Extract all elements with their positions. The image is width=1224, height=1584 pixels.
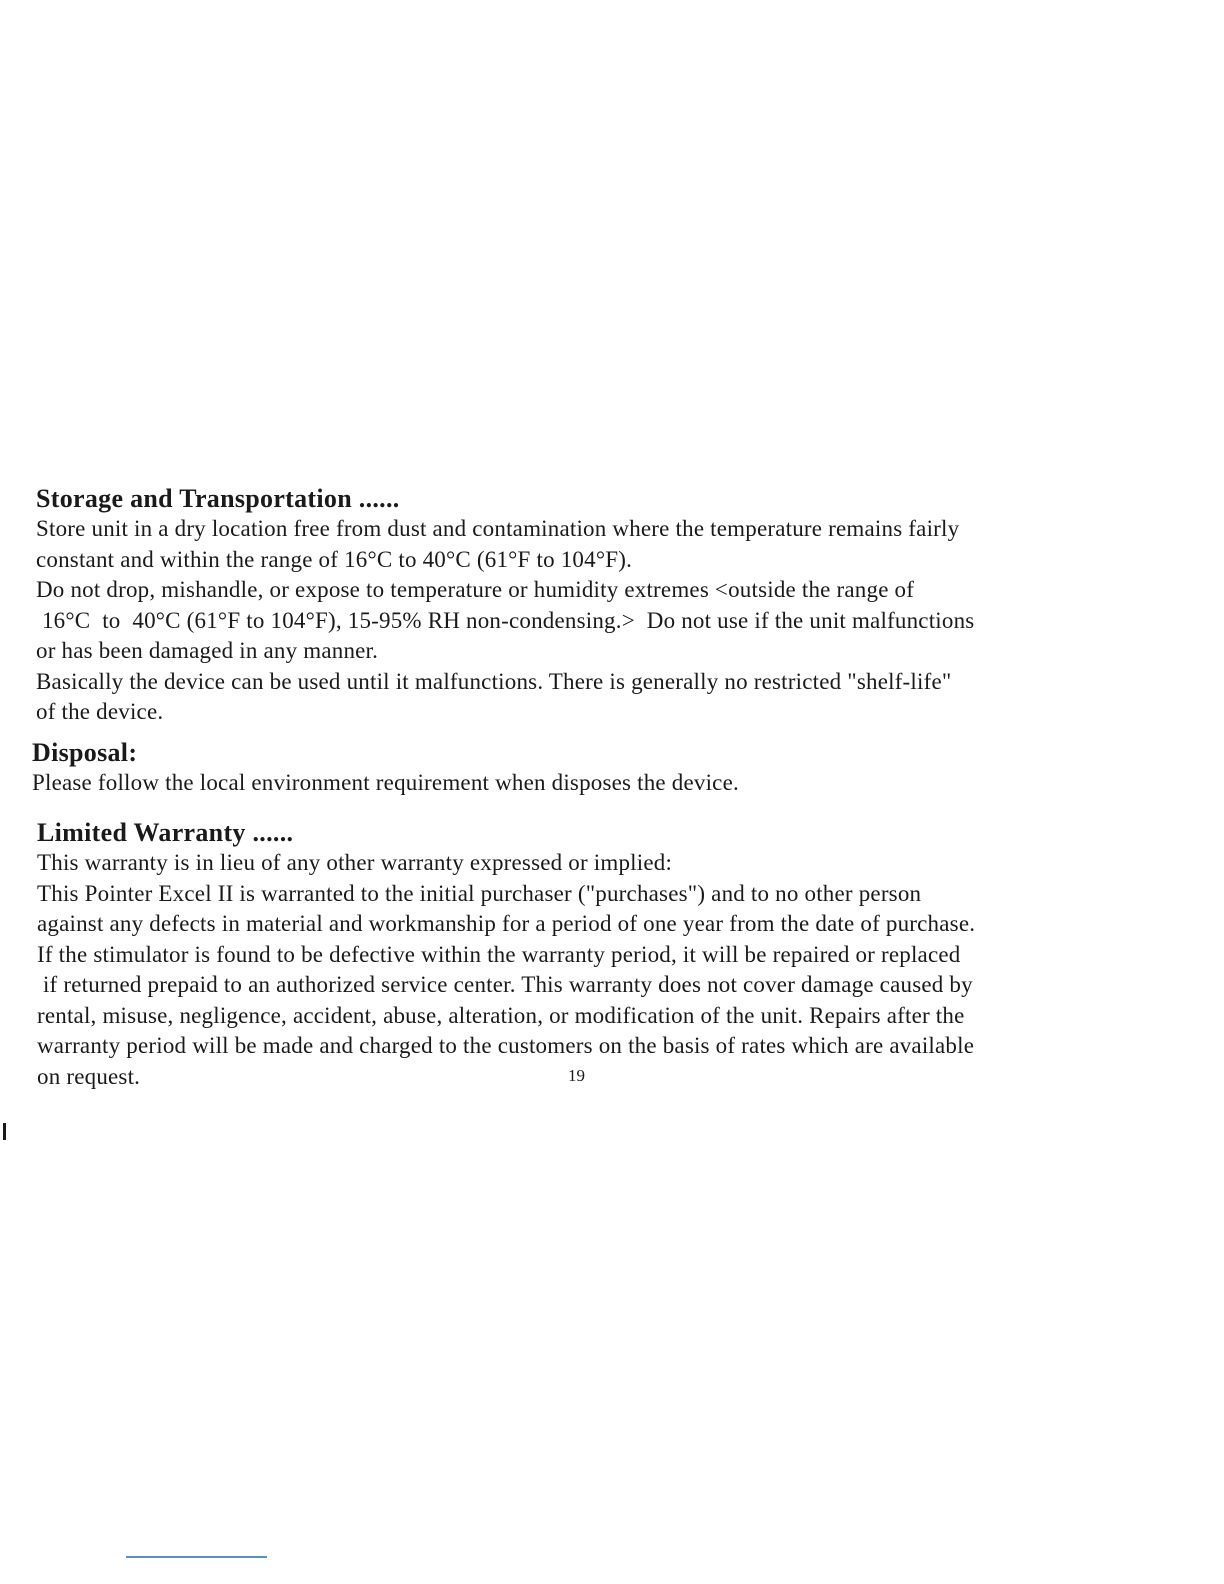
disposal-heading: Disposal:: [32, 738, 138, 767]
bottom-rule: [126, 1556, 267, 1558]
storage-line: Do not drop, mishandle, or expose to temperature or humidity extremes <outside the range of: [36, 577, 915, 602]
storage-line: of the device.: [36, 699, 164, 724]
warranty-line: If the stimulator is found to be defective within the warranty period, it will be repaired or replaced: [37, 941, 961, 967]
warranty-line: if returned prepaid to an authorized service center. This warranty does not cover damage caused by: [37, 972, 973, 997]
margin-mark: [3, 1123, 6, 1140]
warranty-line: warranty period will be made and charged to the customers on the basis of rates which are available: [37, 1033, 975, 1058]
storage-line: or has been damaged in any manner.: [36, 638, 379, 663]
warranty-line: on request.: [37, 1063, 141, 1089]
storage-section: [36, 484, 1146, 728]
warranty-heading: Limited Warranty ......: [37, 818, 294, 847]
storage-line: Store unit in a dry location free from dust and contamination where the temperature remains fairly: [36, 516, 960, 541]
page-number: 19: [568, 1066, 585, 1085]
warranty-line: This warranty is in lieu of any other warranty expressed or implied:: [37, 850, 673, 875]
warranty-section: [37, 818, 1147, 1092]
disposal-section: [32, 738, 1142, 799]
storage-line: constant and within the range of 16°C to 40°C (61°F to 104°F).: [36, 546, 633, 572]
storage-heading: Storage and Transportation ......: [36, 484, 400, 513]
disposal-line: Please follow the local environment requirement when disposes the device.: [32, 770, 739, 795]
storage-line: Basically the device can be used until it malfunctions. There is generally no restricted "shelf-life": [36, 668, 952, 694]
warranty-line: This Pointer Excel II is warranted to the initial purchaser ("purchases") and to no other person: [37, 880, 922, 906]
storage-line: 16°C to 40°C (61°F to 104°F), 15-95% RH non-condensing.> Do not use if the unit malfunctions: [36, 607, 975, 633]
warranty-line: against any defects in material and workmanship for a period of one year from the date of purchase.: [37, 911, 976, 936]
warranty-line: rental, misuse, negligence, accident, abuse, alteration, or modification of the unit. Repairs after the: [37, 1002, 965, 1028]
